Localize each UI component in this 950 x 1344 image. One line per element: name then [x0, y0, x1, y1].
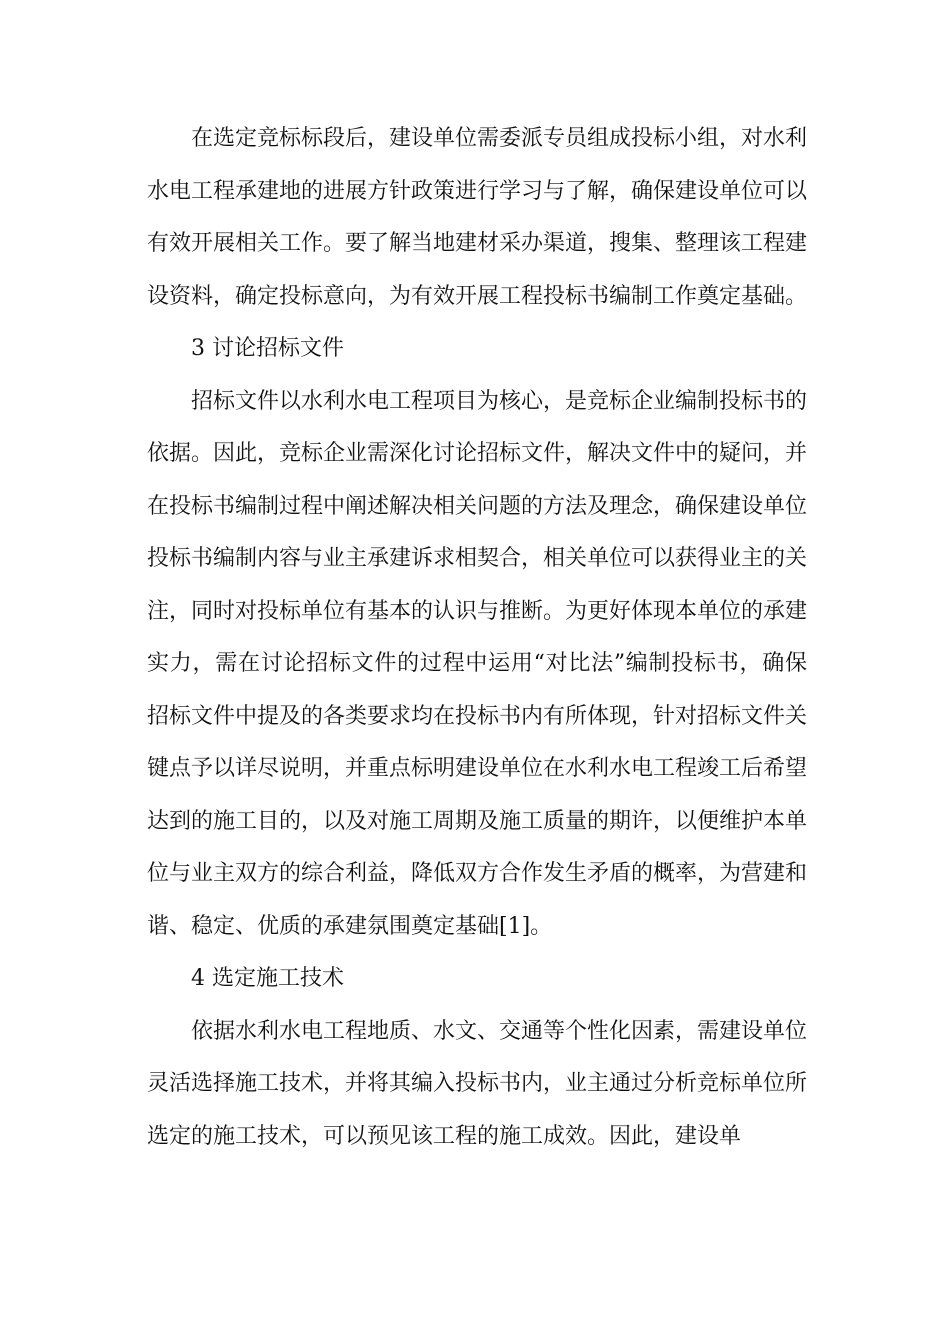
section-heading-select-technology: 4 选定施工技术: [191, 966, 344, 991]
document-page: [147, 113, 807, 1163]
paragraph-select-technology: 依据水利水电工程地质、水文、交通等个性化因素，需建设单位灵活选择施工技术，并将其编入投标书内，业主通过分析竞标单位所选定的施工技术，可以预见该工程的施工成效。因此，建设单: [147, 1018, 808, 1149]
section-heading-discuss-tender: 3 讨论招标文件: [191, 336, 344, 361]
paragraph-discuss-tender: 招标文件以水利水电工程项目为核心，是竞标企业编制投标书的依据。因此，竞标企业需深化讨论招标文件，解决文件中的疑问，并在投标书编制过程中阐述解决相关问题的方法及理念，确保建设单位投标书编制内容与业主承建诉求相契合，相关单位可以获得业主的关注，同时对投标单位有基本的认识与推断。为更好体现本单位的承建实力，需在讨论招标文件的过程中运用“对比法”编制投标书，确保招标文件中提及的各类要求均在投标书内有所体现，针对招标文件关键点予以详尽说明，并重点标明建设单位在水利水电工程竣工后希望达到的施工目的，以及对施工周期及施工质量的期许，以便维护本单位与业主双方的综合利益，降低双方合作发生矛盾的概率，为营建和谐、稳定、优质的承建氛围奠定基础[1]。: [147, 388, 808, 939]
paragraph-bid-preparation: 在选定竞标标段后，建设单位需委派专员组成投标小组，对水利水电工程承建地的进展方针政策进行学习与了解，确保建设单位可以有效开展相关工作。要了解当地建材采办渠道，搜集、整理该工程建设资料，确定投标意向，为有效开展工程投标书编制工作奠定基础。: [147, 126, 808, 309]
